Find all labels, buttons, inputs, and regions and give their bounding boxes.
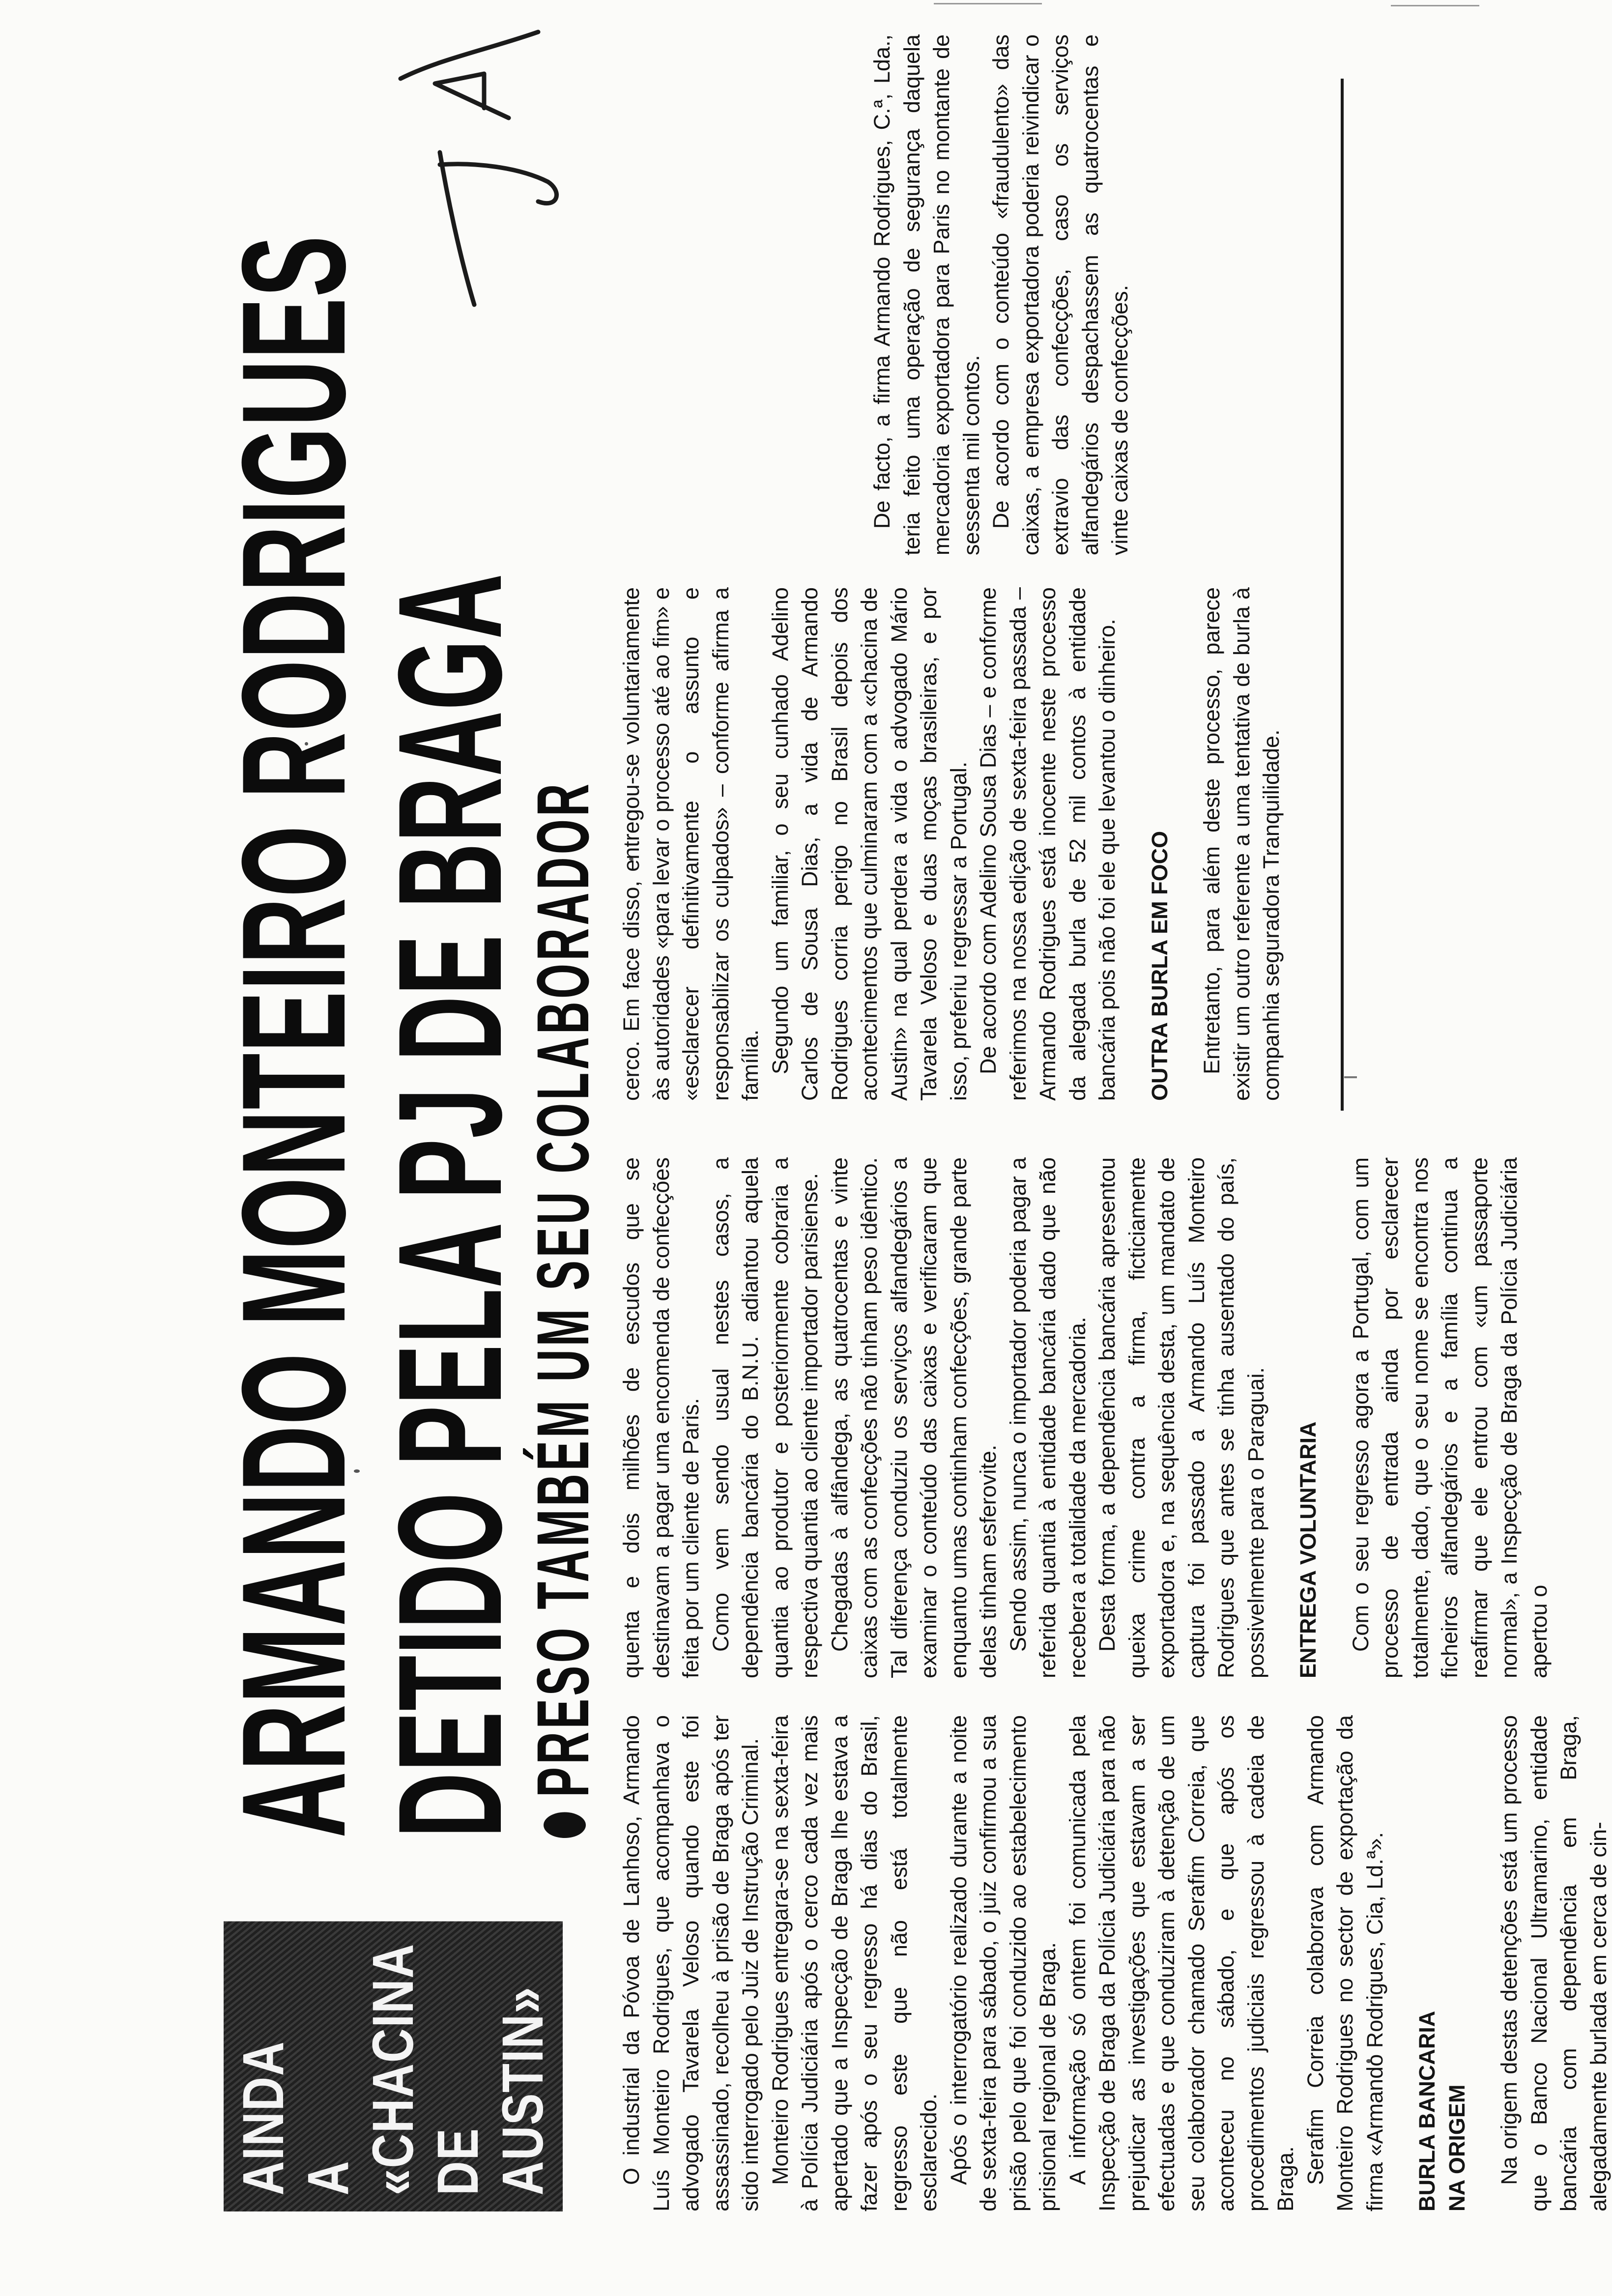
paragraph: Entretanto, para além deste processo, parece existir um outro referente a uma tentativa de burla à companhia seguradora Tranquilidade. [1199, 587, 1284, 1101]
annotation-text: 14 [564, 53, 569, 59]
paragraph: cerco. Em face disso, entregou-se voluntariamente às autoridades «para levar o processo até ao fim» e «esclarecer definitivamente o assunto e responsabilizar os culpados» – conforme afirma a família. [619, 587, 763, 1101]
article-column-2 [617, 1157, 1554, 1678]
paragraph: Na origem destas detenções está um processo que o Banco Nacional Ultramarino, entidade bancária com dependência em Braga, alegadamente burlada em cerca de cin- [1497, 1715, 1611, 2211]
bullet-icon [544, 1812, 586, 1838]
paragraph: quenta e dois milhões de escudos que se destinavam a pagar uma encomenda de confecções feita por um cliente de Paris. [619, 1157, 703, 1678]
kicker-line: A «CHACINA [295, 1943, 426, 2196]
paragraph: A informação só ontem foi comunicada pela Inspecção de Braga da Polícia Judiciária para não prejudicar as investigações que estavam a ser efectuadas e que conduziram à detenção de um seu colaborador chamado Serafim Correia, que aconteceu no sábado, e que após os procedimentos judiciais regressou à cadeia de Braga. [1065, 1715, 1298, 2211]
paragraph: O industrial da Póvoa de Lanhoso, Armando Luís Monteiro Rodrigues, que acompanhava o advogado Tavarela Veloso quando este foi assassinado, recolheu à prisão de Braga após ter sido interrogado pelo Juiz de Instrução Criminal. [619, 1715, 763, 2211]
clipping-edge-line [1341, 79, 1344, 1111]
section-heading: BURLA BANCARIA [1414, 2010, 1439, 2211]
paragraph: Segundo um familiar, o seu cunhado Adelino Carlos de Sousa Dias, a vida de Armando Rodrigues corria perigo no Brasil depois dos acontecimentos que culminaram com a «chacina de Austin» na qual perdera a vida o advogado Mário Tavarela Veloso e duas moças brasileiras, e por isso, preferiu regressar a Portugal. [767, 587, 971, 1101]
kicker-box [224, 1922, 563, 2211]
section-heading: ENTREGA VOLUNTARIA [1295, 1421, 1321, 1678]
handwritten-annotation-icon [361, 20, 573, 315]
paragraph: De acordo com o conteúdo «fraudulento» das caixas, a empresa exportadora poderia reivindicar o extravio das confecções, caso os serviços alfandegários despachassem as quatrocentas e vinte caixas de confecções. [988, 34, 1132, 555]
kicker-line: DE AUSTIN» [426, 1986, 556, 2196]
paragraph: Monteiro Rodrigues entregara-se na sexta-feira à Polícia Judiciária após o cerco cada vez mais apertado que a Inspecção de Braga lhe estava a fazer após o seu regresso há dias do Brasil, regresso este que não está totalmente esclarecido. [767, 1715, 941, 2211]
newspaper-clipping [211, 15, 1611, 2211]
paragraph: Serafim Correia colaborava com Armando Monteiro Rodrigues no sector de exportação da firma «Armando Rodrigues, Cia, Ld.ª». [1302, 1715, 1387, 2211]
subheadline [523, 735, 602, 1838]
headline-line-1: ARMANDO MONTEIRO RODRIGUES [211, 235, 376, 1838]
paragraph: Com o seu regresso agora a Portugal, com um processo de entrada ainda por esclarecer totalmente, dado, que o seu nome se encontra nos ficheiros alfandegários e a família continua a reafirmar que ele entrou com «um passaporte normal», a Inspecção de Braga da Polícia Judiciária apertou o [1348, 1157, 1552, 1678]
paragraph: Após o interrogatório realizado durante a noite de sexta-feira para sábado, o juiz confirmou a sua prisão pelo que foi conduzido ao estabelecimento prisional regional de Braga. [946, 1715, 1060, 2211]
article-column-3 [617, 587, 1287, 1101]
headline-line-2: DETIDO PELA PJ DE BRAGA [367, 573, 532, 1838]
section-heading: NA ORIGEM [1444, 2084, 1469, 2211]
article-column-1 [617, 1715, 1612, 2211]
paragraph: Chegadas à alfândega, as quatrocentas e vinte caixas com as confecções não tinham peso idêntico. Tal diferença conduziu os serviços alfandegários a examinar o conteúdo das caixas e verificaram que enquanto umas continham confecções, grande parte delas tinham esferovite. [827, 1157, 1001, 1678]
paragraph: Desta forma, a dependência bancária apresentou queixa crime contra a firma, ficticiamente exportadora e, na sequência desta, um mandato de captura foi passado a Armando Luís Monteiro Rodrigues que antes se tinha ausentado do país, possivelmente para o Paraguai. [1094, 1157, 1268, 1678]
subheadline-text: PRESO TAMBÉM UM SEU COLABORADOR [521, 780, 604, 1798]
paragraph: De acordo com Adelino Sousa Dias – e conforme referimos na nossa edição de sexta-feira passada – Armando Rodrigues está inocente neste processo da alegada burla de 52 mil contos à entidade bancária pois não foi ele que levantou o dinheiro. [976, 587, 1120, 1101]
scan-mark [1344, 1076, 1357, 1078]
paragraph: Como vem sendo usual nestes casos, a dependência bancária do B.N.U. adiantou aquela quantia ao produtor e posteriormente cobraria a respectiva quantia ao cliente importador parisiense. [708, 1157, 822, 1678]
section-heading: OUTRA BURLA EM FOCO [1147, 831, 1172, 1101]
paragraph: Sendo assim, nunca o importador poderia pagar a referida quantia à entidade bancária dado que não recebera a totalidade da mercadoria. [1005, 1157, 1090, 1678]
kicker-line: AINDA [230, 2040, 296, 2196]
scan-edge-line [1391, 5, 1479, 6]
article-column-4 [867, 34, 1135, 555]
paragraph: De facto, a firma Armando Rodrigues, C.ª, Lda., teria feito uma operação de segurança daquela mercadoria exportadora para Paris no montante de sessenta mil contos. [869, 34, 984, 555]
scan-edge-line [934, 3, 1042, 4]
